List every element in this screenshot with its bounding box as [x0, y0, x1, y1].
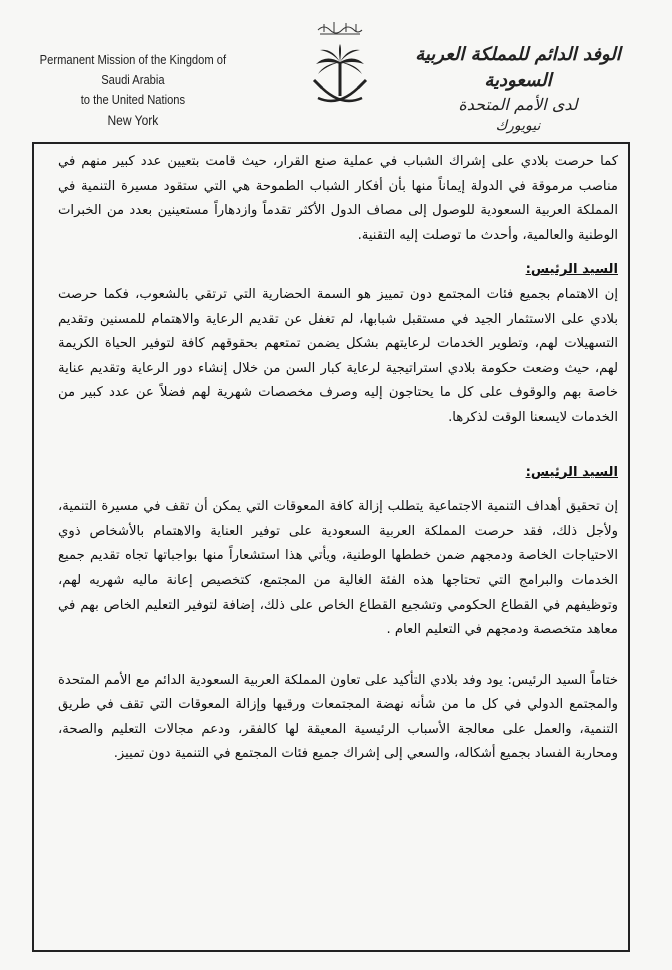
english-line-2: to the United Nations	[80, 92, 186, 107]
paragraph-youth: كما حرصت بلادي على إشراك الشباب في عملية صنع القرار، حيث قامت بتعيين عدد كبير منهم في مناصب مرموقة في الدولة إيماناً منها بأن أفكار الشباب الطموحة هي التي ستقود مسيرة التنمية في المملكة العربية السعودية للوصول إلى مصاف الدول الأكثر تقدماً وازدهاراً مستعينين بعدد من الخبرات الوطنية والعالمية، وأحدث ما توصلت إليه التقنية.	[58, 154, 618, 243]
heading-mr-president-1: السيد الرئيس:	[525, 262, 618, 278]
paragraph-conclusion: ختاماً السيد الرئيس: يود وفد بلادي التأكيد على تعاون المملكة العربية السعودية الدائم مع الأمم المتحدة والمجتمع الدولي في كل ما من شأنه نهضة المجتمعات ورقيها وإزالة المعوقات التي تقف في طريق التنمية، والعمل على معالجة الأسباب الرئيسية المعيقة لها كالفقر، ودعم مجالات التعليم والصحة، ومحاربة الفساد بجميع أشكاله، والسعي إلى إشراك جميع فئات المجتمع في التنمية دون تمييز.	[58, 672, 618, 762]
palm-and-swords-emblem-icon	[300, 12, 380, 122]
english-letterhead	[34, 50, 232, 130]
arabic-line-1: الوفد الدائم للمملكة العربية السعودية	[415, 44, 621, 91]
letterhead	[0, 0, 672, 134]
paragraph-elderly: إن الاهتمام بجميع فئات المجتمع دون تمييز هو السمة الحضارية التي ترتقي بالشعوب، فكما حرصت بلادي على الاستثمار الجيد في مستقبل شبابها، لم تغفل عن تقديم الرعاية والاهتمام للمسنين وتقديم التسهيلات لهم، وتطوير الخدمات لرعايتهم بشكل يضمن تمتعهم بحقوقهم كافة لتوفير الحياة الكريمة لهم، حيث وضعت حكومة بلادي استراتيجية لرعاية كبار السن من خلال إنشاء دور الرعاية وتقديم عناية خاصة بهم والوقوف على كل ما يحتاجون إليه وصرف مخصصات شهرية لهم فضلاً عن عدد كبير من الخدمات لايسعنا الوقت لذكرها.	[58, 286, 618, 425]
paragraph-special-needs: إن تحقيق أهداف التنمية الاجتماعية يتطلب إزالة كافة المعوقات التي يمكن أن تقف في مسيرة التنمية، ولأجل ذلك، فقد حرصت المملكة العربية السعودية على توفير العناية والاهتمام بالأشخاص ذوي الاحتياجات الخاصة ودمجهم ضمن خططها الوطنية، ويأتي هذا استشعاراً منها بواجباتها تجاه تقديم جميع الخدمات والبرامج التي تحتاجها هذه الفئة الغالية من المجتمع، كتخصيص إعانة ماليه شهريه لهم، وتوظيفهم في القطاع الحكومي وتشجيع القطاع الخاص على ذلك، إضافة لتوفير التعليم الخاص بهم في معاهد متخصصة ودمجهم في التعليم العام .	[58, 499, 618, 638]
speech-body	[58, 150, 618, 767]
heading-mr-president-2: السيد الرئيس:	[525, 464, 618, 480]
english-line-3: New York	[107, 112, 159, 128]
bismillah-calligraphy-icon	[318, 22, 362, 34]
arabic-letterhead	[398, 42, 638, 136]
arabic-line-3: نيويورك	[495, 118, 541, 134]
arabic-line-2: لدى الأمم المتحدة	[458, 95, 578, 114]
english-line-1: Permanent Mission of the Kingdom of Saudi Arabia	[39, 52, 227, 87]
